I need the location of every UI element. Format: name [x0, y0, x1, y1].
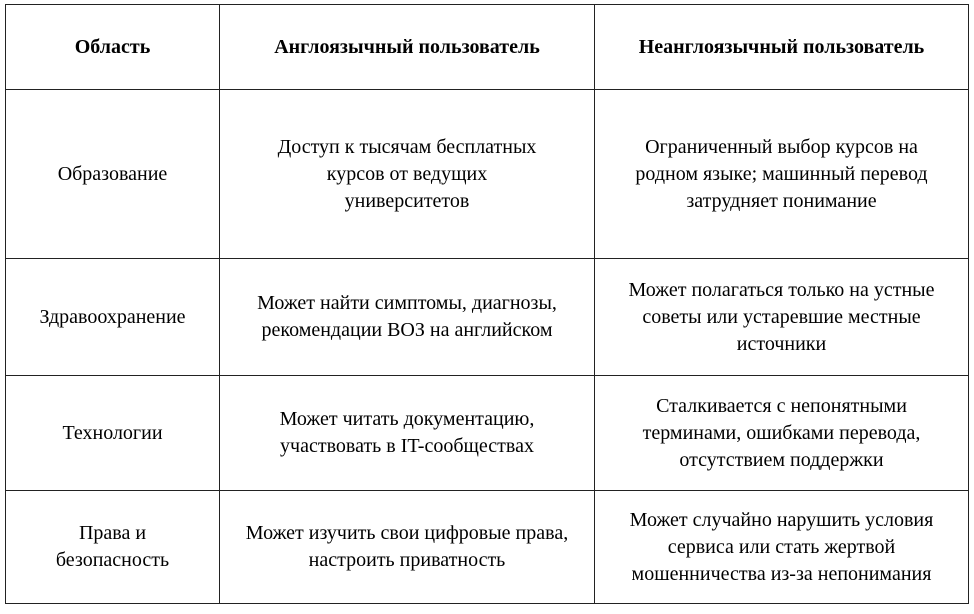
- cell-non-english: [595, 376, 969, 491]
- cell-area: Образование: [6, 90, 220, 259]
- comparison-table: [5, 4, 969, 604]
- table-row: [6, 90, 969, 259]
- cell-non-english-text: Сталкивается с непонятными терминами, ошибками перевода, отсутствием поддержки: [642, 394, 921, 471]
- cell-non-english: [595, 90, 969, 259]
- cell-english: [220, 90, 595, 259]
- cell-english: [220, 491, 595, 604]
- cell-english-text: Может читать документацию, участвовать в IT-сообществах: [279, 408, 535, 457]
- header-english-user: Англоязычный пользователь: [220, 5, 595, 90]
- cell-english: [220, 376, 595, 491]
- cell-area: Технологии: [6, 376, 220, 491]
- comparison-table-container: [5, 4, 968, 604]
- table-header-row: [6, 5, 969, 90]
- table-row: [6, 259, 969, 376]
- table-row: [6, 376, 969, 491]
- table-row: [6, 491, 969, 604]
- cell-non-english-text: Может случайно нарушить условия сервиса или стать жертвой мошенничества из-за непонимания: [629, 508, 934, 585]
- cell-english-text: Может найти симптомы, диагнозы, рекомендации ВОЗ на английском: [257, 292, 557, 341]
- cell-area: [6, 491, 220, 604]
- header-non-english-user: Неанглоязычный пользователь: [595, 5, 969, 90]
- cell-english: [220, 259, 595, 376]
- cell-area-text: Права и безопасность: [55, 522, 170, 571]
- header-area: Область: [6, 5, 220, 90]
- cell-english-text: Доступ к тысячам бесплатных курсов от ведущих университетов: [277, 135, 537, 212]
- cell-non-english-text: Может полагаться только на устные советы или устаревшие местные источники: [628, 278, 935, 355]
- cell-non-english: [595, 259, 969, 376]
- cell-non-english: [595, 491, 969, 604]
- cell-area: Здравоохранение: [6, 259, 220, 376]
- cell-english-text: Может изучить свои цифровые права, настроить приватность: [245, 522, 569, 571]
- cell-non-english-text: Ограниченный выбор курсов на родном языке; машинный перевод затрудняет понимание: [635, 135, 928, 212]
